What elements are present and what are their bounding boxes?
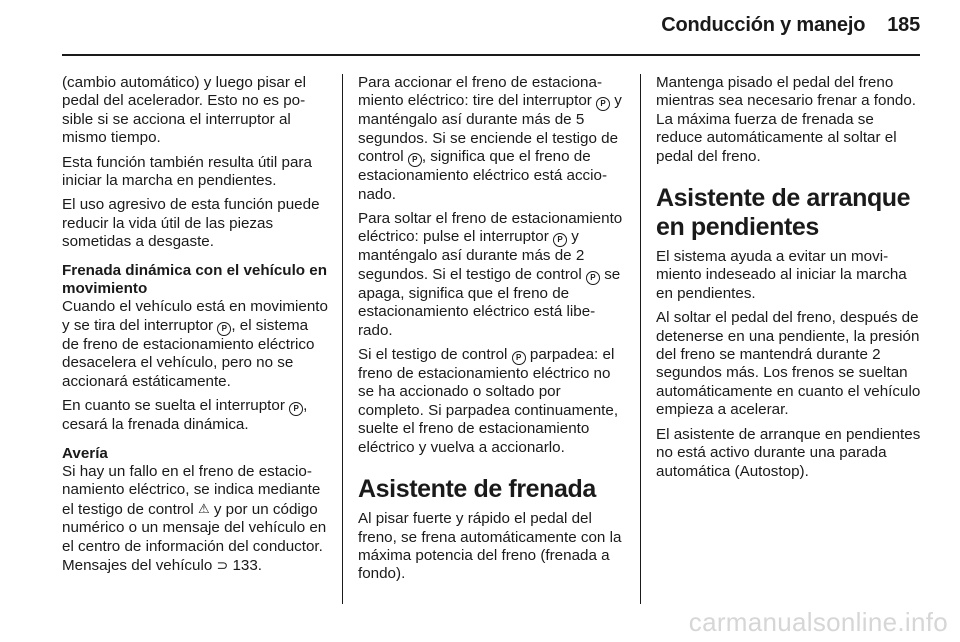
subheading-averia: Avería — [62, 444, 108, 462]
parking-brake-icon: P — [586, 271, 600, 285]
parking-brake-icon: P — [217, 322, 231, 336]
page-number: 185 — [887, 14, 920, 36]
paragraph: El uso agresivo de esta función puede reducir la vida útil de las piezas sometidas a desgaste. — [62, 196, 320, 251]
paragraph: Al soltar el pedal del freno, después de detenerse en una pendiente, la presión del freno se mantendrá durante 2 segundos más. Los frenos se sueltan automáticamente en cuanto el vehículo empieza a acelerar. — [656, 309, 921, 419]
parking-brake-icon: P — [596, 97, 610, 111]
paragraph: El asistente de arranque en pendientes no está activo durante una parada automática (Autostop). — [656, 425, 921, 480]
parking-brake-icon: P — [512, 351, 526, 365]
warning-icon: ⚠ — [197, 500, 210, 516]
header-rule — [62, 54, 920, 56]
paragraph: Esta función también resulta útil para iniciar la marcha en pendientes. — [62, 153, 312, 190]
subheading-frenada-dinamica: Frenada dinámica con el vehículo en movimiento — [62, 261, 328, 298]
paragraph: Cuando el vehículo está en movimiento y se tira del interruptor P , el sistema de freno de estacionamiento eléctrico desacelera el vehículo, pero no se accionará estáticamente. — [62, 298, 328, 390]
heading-asistente-de-frenada: Asistente de frenada — [358, 475, 596, 504]
column-divider — [640, 74, 641, 604]
column-divider — [342, 74, 343, 604]
heading-asistente-de-arranque: Asistente de arranque en pendientes — [656, 184, 911, 242]
paragraph: Para accionar el freno de estacionamiento eléctrico: tire del interruptor P y manténgalo así durante más de 5 segundos. Si se enciende el testigo de control P , significa que el freno de estacionamiento eléctrico está accionado. — [358, 74, 622, 203]
paragraph: En cuanto se suelta el interruptor P , cesará la frenada dinámica. — [62, 397, 308, 434]
parking-brake-icon: P — [408, 153, 422, 167]
column-3 — [656, 74, 922, 487]
paragraph: Mantenga pisado el pedal del freno mientras sea necesario frenar a fondo. La máxima fuerza de frenada se reduce automáticamente al soltar el pedal del freno. — [656, 74, 917, 165]
paragraph: Al pisar fuerte y rápido el pedal del freno, se frena automáticamente con la máxima potencia del freno (frenada a fondo). — [358, 510, 622, 583]
page-header — [661, 14, 920, 37]
column-2 — [358, 74, 624, 590]
paragraph: Si hay un fallo en el freno de estacionamiento eléctrico, se indica mediante el testigo de control ⚠ y por un código numérico o un mensaje del vehículo en el centro de información del conductor. Mensajes del vehículo ⊃ 133. — [62, 462, 327, 574]
parking-brake-icon: P — [289, 402, 303, 416]
parking-brake-icon: P — [553, 233, 567, 247]
page-reference-icon: ⊃ — [216, 556, 229, 573]
column-1 — [62, 74, 328, 581]
paragraph: Para soltar el freno de estacionamiento eléctrico: pulse el interruptor P y manténgalo así durante más de 2 segundos. Si el testigo de control P se apaga, significa que el freno de estacionamiento eléctrico está liberado. — [358, 210, 623, 339]
paragraph: El sistema ayuda a evitar un movimiento indeseado al iniciar la marcha en pendientes. — [656, 248, 907, 302]
page-title: Conducción y manejo — [661, 14, 866, 36]
paragraph: (cambio automático) y luego pisar el pedal del acelerador. Esto no es posible si se acciona el interruptor al mismo tiempo. — [62, 74, 306, 147]
paragraph: Si el testigo de control P parpadea: el freno de estacionamiento eléctrico no se ha accionado o soltado por completo. Si parpadea continuamente, suelte el freno de estacionamiento eléctrico y vuelva a accionarlo. — [358, 346, 619, 456]
watermark: carmanualsonline.info — [688, 607, 948, 637]
